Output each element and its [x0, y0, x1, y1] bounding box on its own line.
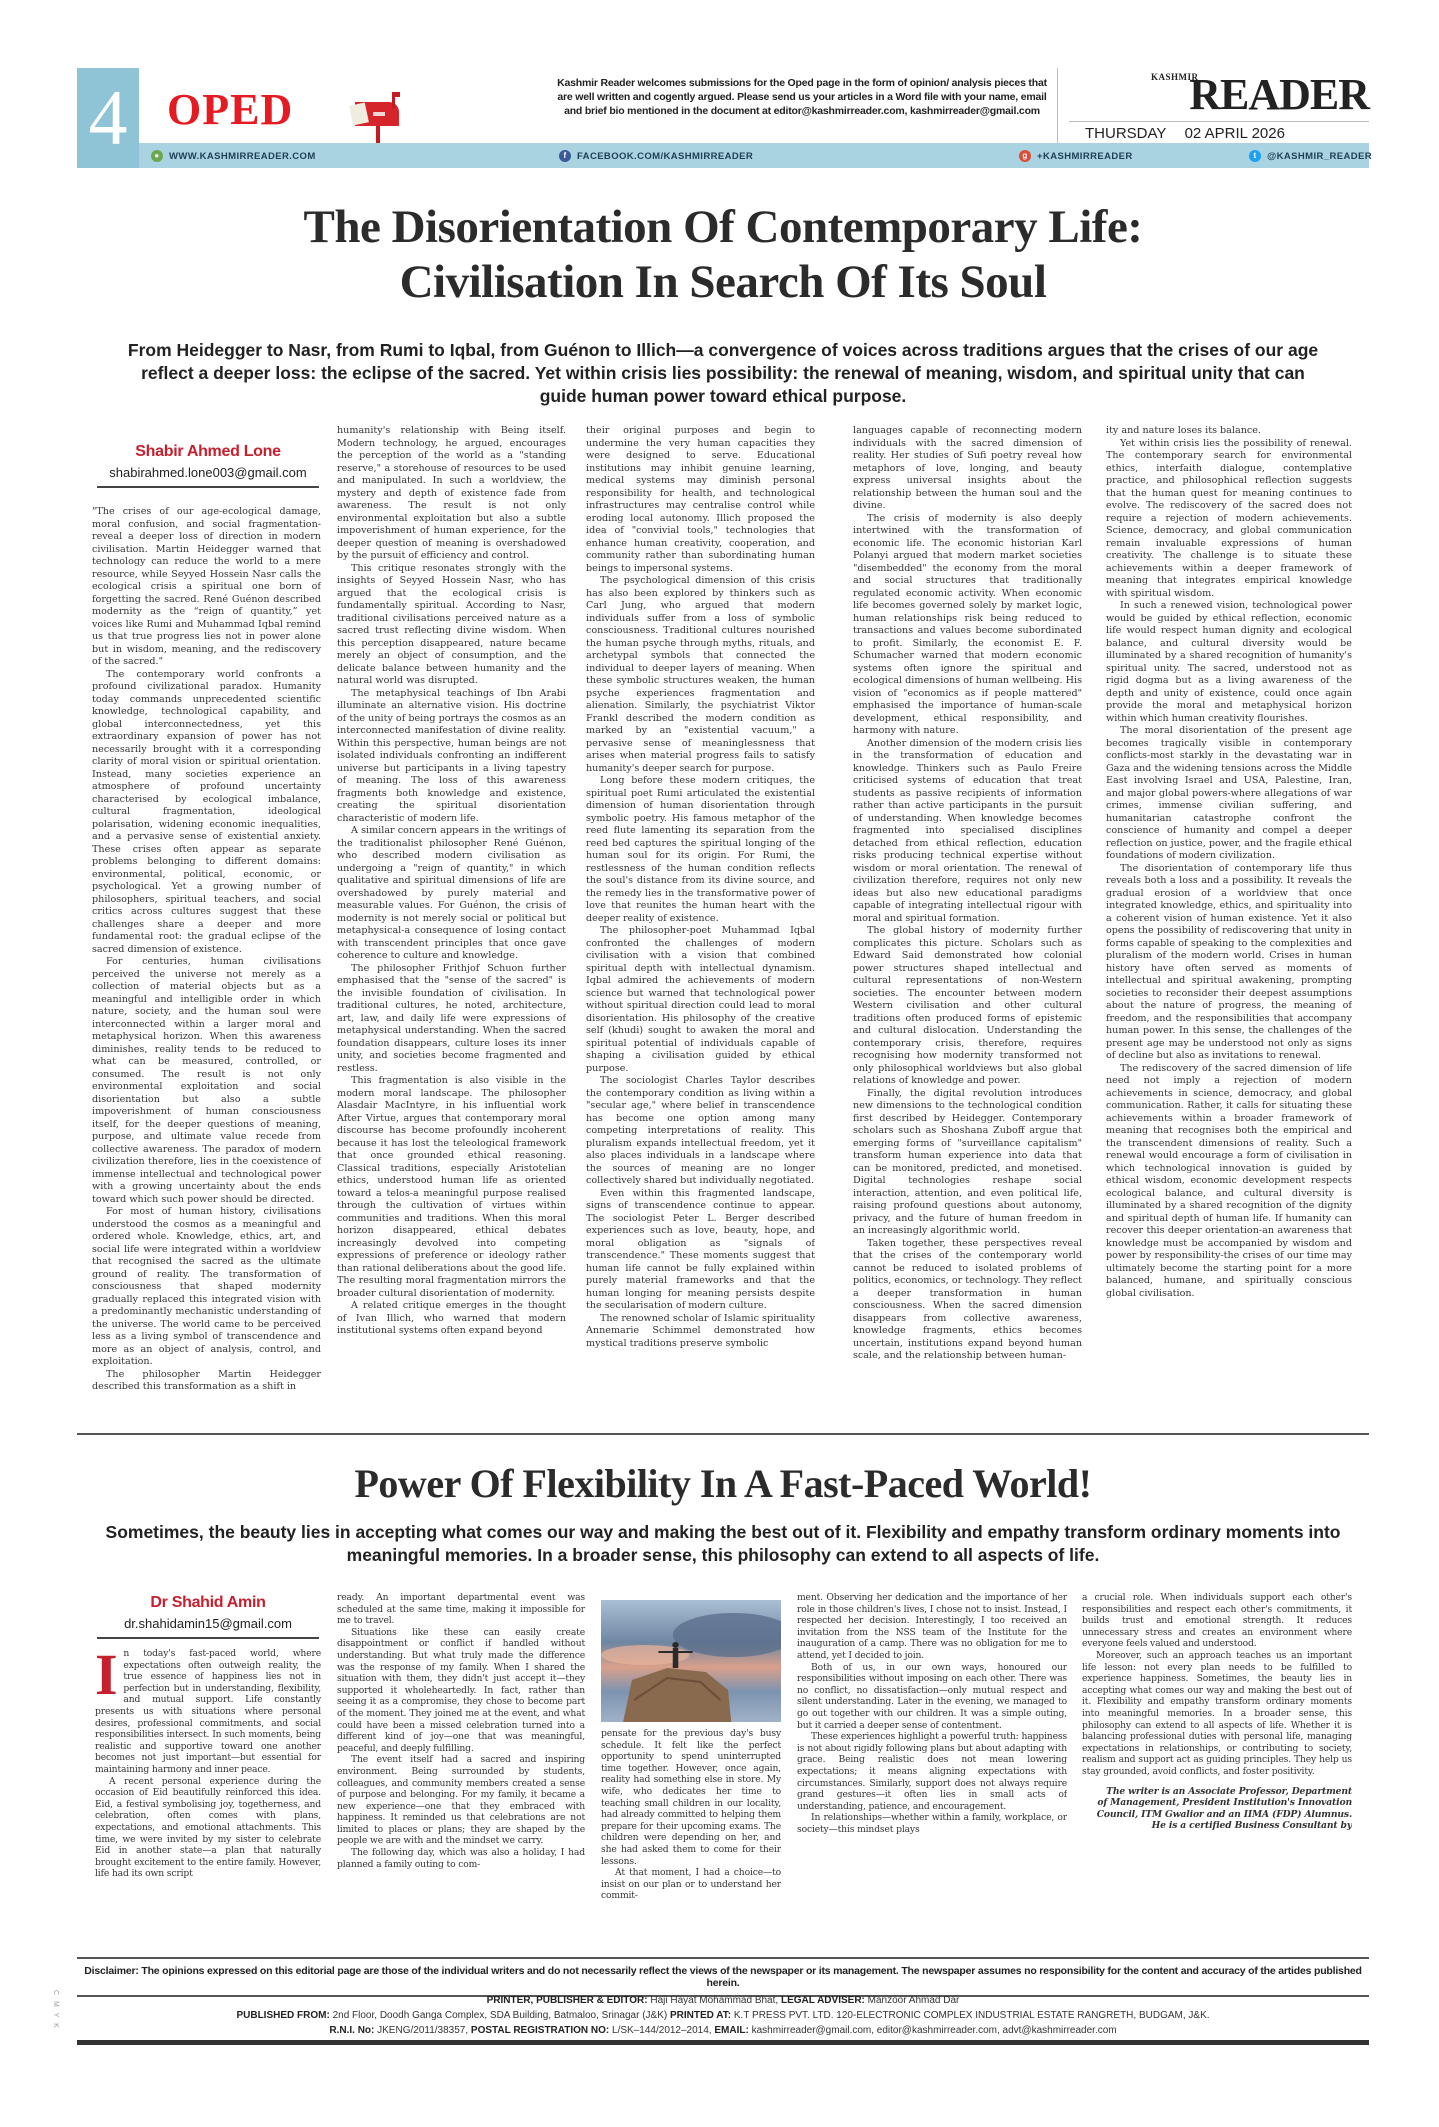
paragraph: Moreover, such an approach teaches us an important life lesson: not every plan needs to be fulfilled to experience happiness. Sometimes, the beauty lies in accepting what comes our way and making the best out of it. Flexibility and empathy transform ordinary moments into meaningful memories. In a broader sense, this philosophy can extend to all aspects of life. Whether it is balancing professional duties with personal life, managing expectations in relationships, or contributing to society, realism and support act as guiding principles. They help us stay grounded, avoid conflicts, and foster positivity.: [1082, 1649, 1352, 1777]
paragraph: For most of human history, civilisations understood the cosmos as a meaningful and ordered whole. Knowledge, ethics, art, and social life were integrated within a worldview that recognised the sacred as the ultimate ground of reality. The transformation of consciousness that shaped modernity gradually replaced this integrated vision with a predominantly mechanistic understanding of the universe. The world came to be perceived less as a living symbol of transcendence and more as an object of analysis, control, and exploitation.: [92, 1206, 321, 1367]
facebook-text: FACEBOOK.COM/KASHMIRREADER: [577, 150, 754, 162]
paragraph: The moral disorientation of the present age becomes tragically visible in contemporary conflicts-most starkly in the devastating war in Gaza and the widening tensions across the Middle East involving Israel and USA, Palestine, Iran, and major global powers-where allegations of war crimes, immense civilian suffering, and humanitarian catastrophe confront the conscience of humanity and compel a deeper reflection on justice, power, and the fragile ethical foundations of modern civilization.: [1106, 725, 1352, 861]
paragraph: Taken together, these perspectives reveal that the crises of the contemporary world cannot be reduced to isolated problems of politics, economics, or technology. They reflect a deeper transformation in human consciousness. When the sacred dimension disappears from collective awareness, knowledge fragments, ethics becomes uncertain, institutions expand beyond human scale, and the relationship between human-: [853, 1237, 1082, 1361]
paragraph: The renowned scholar of Islamic spirituality Annemarie Schimmel demonstrated how mystical traditions preserve symbolic: [586, 1312, 815, 1349]
social-bar: [139, 143, 1372, 168]
article1-column-5: [1106, 425, 1352, 1428]
article1-column-3: [586, 425, 815, 1428]
paragraph: The sociologist Charles Taylor describes the contemporary condition as living within a "secular age," where belief in transcendence has become one option among many competing interpretations of reality. This pluralism expands intellectual freedom, yet it also places individuals in a landscape where the sources of meaning are no longer collectively shared but individually negotiated.: [586, 1075, 815, 1186]
globe-icon: ●: [151, 150, 163, 162]
postal-value: L/SK–144/2012–2014,: [612, 2025, 712, 2036]
twitter-icon: t: [1249, 150, 1261, 162]
rni-label: R.N.I. No:: [329, 2025, 375, 2036]
article2-column-3: [601, 1728, 781, 1950]
paragraph: The event itself had a sacred and inspiring environment. Being surrounded by students, colleagues, and community members created a sense of purpose and belonging. For my family, it became a new experience—one that they embraced with happiness. It reminded us that celebrations are not limited to places or plans; they are shaped by the people we are with and the mindset we carry.: [337, 1754, 585, 1847]
paragraph: The metaphysical teachings of Ibn Arabi illuminate an alternative vision. His doctrine of the unity of being portrays the cosmos as an interconnected manifestation of divine reality. Within this perspective, human beings are not isolated individuals confronting an indifferent universe but participants in a living tapestry of meaning. The loss of this awareness fragments both knowledge and existence, creating the spiritual disorientation characteristic of modern life.: [337, 687, 566, 824]
paragraph: a crucial role. When individuals support each other's responsibilities and respect each other's commitments, it builds trust and emotional strength. It reduces unnecessary stress and creates an environment where everyone feels valued and understood.: [1082, 1592, 1352, 1650]
paragraph: Yet within crisis lies the possibility of renewal. The contemporary search for environmental ethics, interfaith dialogue, contemplative practice, and philosophical reflection suggests that the human quest for meaning continues to evolve. The rediscovery of the sacred does not require a rejection of modern achievements. Science, democracy, and global communication remain invaluable expressions of human creativity. The challenge is to situate these achievements within a deeper framework of meaning that integrates empirical knowledge with spiritual wisdom.: [1106, 437, 1352, 599]
paragraph: Situations like these can easily create disappointment or conflict if handled without understanding. But what truly made the difference was the response of my family. When I shared the situation with them, they didn't just accept it—they supported it wholeheartedly. In fact, rather than seeing it as a compromise, they chose to become part of the moment. They joined me at the event, and what could have been a missed celebration turned into a different kind of joy—one that was meaningful, peaceful, and deeply fulfilling.: [337, 1626, 585, 1754]
paragraph: humanity's relationship with Being itself. Modern technology, he argued, encourages the perception of the world as a "standing reserve," a storehouse of resources to be used and manipulated. In such a worldview, the mystery and depth of existence fade from awareness. The result is not only environmental exploitation but also a subtle impoverishment of human experience, for the deeper question of meaning is overshadowed by the pursuit of efficiency and control.: [337, 425, 566, 561]
twitter-link[interactable]: [1249, 150, 1372, 162]
article1-deck: From Heidegger to Nasr, from Rumi to Iqbal, from Guénon to Illich—a convergence of voices across traditions argues that the crises of our age reflect a deeper loss: the eclipse of the sacred. Yet within crisis lies possibility: the renewal of meaning, wisdom, and spiritual unity that can guide human power toward ethical purpose.: [127, 340, 1319, 406]
paragraph: The contemporary world confronts a profound civilizational paradox. Humanity today commands unprecedented scientific knowledge, technological capability, and global interconnectedness, yet this extraordinary expansion of power has not necessarily brought with it a corresponding clarity of moral vision or spiritual orientation. Instead, many societies experience an atmosphere of profound uncertainty characterised by ecological imbalance, cultural fragmentation, ideological polarisation, widening economic inequalities, and a pervasive sense of existential anxiety. These crises often appear as separate problems belonging to different domains: environmental, political, economic, or psychological. Yet a growing number of philosophers, spiritual teachers, and social critics across cultures suggest that these challenges share a deeper and more fundamental root: the gradual eclipse of the sacred dimension of existence.: [92, 668, 321, 955]
weekday: THURSDAY: [1085, 125, 1167, 142]
article1-headline-line2: Civilisation In Search Of Its Soul: [399, 256, 1047, 308]
paragraph: pensate for the previous day's busy schedule. It felt like the perfect opportunity to spend uninterrupted time together. However, once again, reality had something else in store. My wife, who dedicates her time to teaching small children in our locality, had already committed to helping them prepare for their upcoming exams. The children were depending on her, and she had asked them to come for their lessons.: [601, 1728, 781, 1867]
author-email[interactable]: shabirahmed.lone003@gmail.com: [109, 465, 307, 480]
printed-label: PRINTED AT:: [669, 2010, 732, 2021]
google-plus-icon: g: [1019, 150, 1031, 162]
google-plus-link[interactable]: [1019, 150, 1133, 162]
page-number-box: [77, 68, 139, 168]
masthead: [77, 68, 1372, 168]
paragraph: Long before these modern critiques, the spiritual poet Rumi articulated the existential dimension of human disorientation through symbolic poetry. His famous metaphor of the reed flute lamenting its separation from the reed bed captures the spiritual longing of the human soul for its origin. For Rumi, the restlessness of the human condition reflects the soul's distance from its divine source, and the remedy lies in the transformative power of love that reunites the human heart with the deeper reality of existence.: [586, 775, 815, 924]
legal-value: Manzoor Ahmad Dar: [867, 1995, 960, 2006]
paragraph: This fragmentation is also visible in the modern moral landscape. The philosopher Alasdair MacIntyre, in his influential work After Virtue, argues that contemporary moral discourse has become profoundly incoherent because it has lost the teleological framework that once grounded ethical reasoning. Classical traditions, especially Aristotelian ethics, understood human life as oriented toward a telos-a meaningful purpose realised through the cultivation of virtues within communities and traditions. When this moral horizon disappeared, ethical debates increasingly devolved into competing expressions of preference or ideology rather than rational deliberations about the good life. The resulting moral fragmentation mirrors the broader cultural disorientation of modernity.: [337, 1075, 566, 1299]
author-name: Shabir Ahmed Lone: [135, 443, 281, 460]
paragraph: This critique resonates strongly with the insights of Seyyed Hossein Nasr, who has argued that the ecological crisis is fundamentally spiritual. According to Nasr, traditional civilisations perceived nature as a sacred trust reflecting divine wisdom. When this perception disappeared, nature became merely an object of consumption, and the delicate balance between humanity and the natural world was disrupted.: [337, 562, 566, 686]
paragraph: These experiences highlight a powerful truth: happiness is not about rigidly following plans but about adapting with grace. Being realistic does not mean lowering expectations; it means aligning expectations with circumstances. Similarly, support does not always require grand gestures—it often lies in small acts of understanding, patience, and encouragement.: [797, 1731, 1067, 1812]
article2-byline: [97, 1594, 319, 1639]
author-email[interactable]: dr.shahidamin15@gmail.com: [124, 1616, 292, 1631]
article1-byline: [97, 443, 319, 488]
paragraph: ment. Observing her dedication and the importance of her role in those children's lives, I chose not to insist. Instead, I respected her decision. Interestingly, I too received an invitation from the NSS team of the Institute for the inauguration of a camp. There was no obligation for me to attend, yet I decided to join.: [797, 1592, 1067, 1661]
bottom-rule: [77, 2040, 1369, 2045]
paragraph: A similar concern appears in the writings of the traditionalist philosopher René Guénon, who described modern civilisation as undergoing a "reign of quantity," in which qualitative and spiritual dimensions of life are overshadowed by purely material and measurable values. For Guénon, the crisis of modernity is not merely social or political but metaphysical-a consequence of losing contact with transcendent principles that once gave coherence to culture and knowledge.: [337, 825, 566, 961]
article-photo: [601, 1600, 781, 1722]
paragraph: At that moment, I had a choice—to insist on our plan or to understand her commit-: [601, 1867, 781, 1902]
paragraph: The global history of modernity further complicates this picture. Scholars such as Edward Said demonstrated how colonial power structures shaped intellectual and cultural representations of non-Western societies. The encounter between modern Western civilisation and other cultural traditions often produced forms of epistemic and cultural dislocation. Understanding the contemporary crisis, therefore, requires recognising how modernity transformed not only philosophical worldviews but also global relations of knowledge and power.: [853, 925, 1082, 1086]
paragraph: The philosopher Frithjof Schuon further emphasised that the "sense of the sacred" is the invisible foundation of civilisation. In traditional cultures, he noted, architecture, art, law, and daily life were expressions of metaphysical understanding. When the sacred foundation disappears, culture loses its inner unity, and societies become fragmented and restless.: [337, 962, 566, 1074]
mailbox-icon: [347, 90, 407, 144]
paragraph: their original purposes and begin to undermine the very human capacities they were designed to serve. Educational institutions may inhibit genuine learning, medical systems may diminish personal responsibility for health, and technological infrastructures may centralise control while eroding local autonomy. Illich proposed the idea of "convivial tools," technologies that enhance human creativity, cooperation, and community rather than subordinating human beings to impersonal systems.: [586, 425, 815, 574]
paragraph: ready. An important departmental event was scheduled at the same time, making it impossible for me to travel.: [337, 1592, 585, 1627]
paragraph: The philosopher Martin Heidegger described this transformation as a shift in: [92, 1368, 321, 1392]
paragraph: The philosopher-poet Muhammad Iqbal confronted the challenges of modern civilisation with a vision that combined spiritual depth with intellectual dynamism. Iqbal admired the achievements of modern science but warned that technological power without spiritual direction could lead to moral disorientation. His philosophy of the creative self (khudi) sought to awaken the moral and spiritual potential of individuals capable of shaping a civilisation guided by ethical purpose.: [586, 925, 815, 1074]
paragraph: Even within this fragmented landscape, signs of transcendence continue to appear. The sociologist Peter L. Berger described experiences such as love, beauty, hope, and moral obligation as "signals of transcendence." These moments suggest that human life cannot be fully explained within purely material frameworks and that the human longing for meaning persists despite the secularisation of modern culture.: [586, 1187, 815, 1311]
paragraph: A related critique emerges in the thought of Ivan Illich, who warned that modern institutional systems often expand beyond: [337, 1300, 566, 1336]
article2-deck: Sometimes, the beauty lies in accepting what comes our way and making the best out of it. Flexibility and empathy transform ordinary moments into meaningful memories. In a broader sense, this philosophy can extend to all aspects of life.: [105, 1522, 1341, 1565]
paragraph: Both of us, in our own ways, honoured our responsibilities without imposing on each other. There was no conflict, no dissatisfaction—only mutual respect and silent understanding. Later in the evening, we managed to go out together with our children. It was a simple outing, but it carried a deeper sense of contentment.: [797, 1661, 1067, 1731]
paragraph: A recent personal experience during the occasion of Eid beautifully reinforced this idea. Eid, a festival symbolising joy, togetherness, and celebration, often comes with plans, expectations, and emotional attachments. This time, we were invited by my sister to celebrate Eid in another state—a plan that naturally brought excitement to the entire family. However, life had its own script: [95, 1775, 321, 1880]
imprint-line-2: [77, 2008, 1369, 2023]
website-link[interactable]: [151, 150, 316, 162]
article1-headline-line1: The Disorientation Of Contemporary Life:: [303, 201, 1143, 253]
author-name: Dr Shahid Amin: [150, 1594, 266, 1611]
paragraph: The psychological dimension of this crisis has also been explored by thinkers such as Carl Jung, who argued that modern individuals suffer from a loss of symbolic consciousness. Traditional cultures nourished the human psyche through myths, rituals, and archetypal symbols that connected the individual to deeper layers of meaning. When these symbolic structures weaken, the human psyche experiences fragmentation and alienation. Similarly, the psychiatrist Viktor Frankl described the modern condition as marked by an "existential vacuum," a pervasive sense of meaninglessness that arises when material progress fails to satisfy humanity's deeper search for purpose.: [586, 575, 815, 774]
article2-headline: Power Of Flexibility In A Fast-Paced World!: [354, 1461, 1092, 1506]
paragraph: The disorientation of contemporary life thus reveals both a loss and a possibility. It reveals the gradual erosion of a worldview that once integrated knowledge, ethics, and spirituality into a coherent vision of human existence. Yet it also opens the possibility of rediscovering that unity in forms capable of speaking to the complexities and pluralism of the modern world. Crises in human history have often served as moments of intellectual and spiritual awakening, prompting societies to reconsider their deepest assumptions about the nature of progress, the meaning of freedom, and the responsibilities that accompany human power. In this sense, the challenges of the present age may be understood not only as signs of decline but also as invitations to renewal.: [1106, 862, 1352, 1061]
byline-rule: [97, 1637, 319, 1639]
rni-value: JKENG/2011/38357,: [377, 2025, 469, 2036]
facebook-link[interactable]: [559, 150, 753, 162]
article1-headline: [77, 200, 1369, 310]
issue-date: 02 APRIL 2026: [1184, 125, 1285, 142]
submission-note: Kashmir Reader welcomes submissions for the Oped page in the form of opinion/ analysis pieces that are well written and cogently argued. Please send us your articles in a Word file with your name, email and brief bio mentioned in the document at editor@kashmirreader.com, kashmirreader@gmail.com: [557, 77, 1047, 117]
article1-column-4: [853, 425, 1082, 1428]
paragraph: Finally, the digital revolution introduces new dimensions to the technological condition first described by Heidegger. Contemporary scholars such as Shoshana Zuboff argue that emerging forms of "surveillance capitalism" transform human experience into data that can be monitored, predicted, and monetised. Digital technologies reshape social interaction, attention, and even political life, raising profound questions about autonomy, privacy, and the future of human freedom in an increasingly algorithmic world.: [853, 1087, 1082, 1236]
paragraph: The following day, which was also a holiday, I had planned a family outing to com-: [337, 1847, 585, 1870]
disclaimer: Disclaimer: The opinions expressed on this editorial page are those of the individual writers and do not necessarily reflect the views of the newspaper or its management. The newspaper assumes no responsibility for the content and accuracy of the artides published herein.: [77, 1957, 1369, 1997]
author-note: The writer is an Associate Professor, Department of Management, President Institution's Innovation Council, ITM Gwalior and an IIMA (FDP) Alumnus. He is a certified Business Consultant by: [1096, 1785, 1352, 1832]
email-label: EMAIL:: [714, 2025, 749, 2036]
paragraph: languages capable of reconnecting modern individuals with the sacred dimension of reality. Her studies of Sufi poetry reveal how metaphors of love, longing, and beauty express universal insights about the relationship between the human soul and the divine.: [853, 425, 1082, 511]
page-number: 4: [88, 74, 128, 161]
masthead-divider: [1057, 68, 1058, 143]
article1-column-1: [92, 506, 321, 1428]
article2-column-5: [1082, 1592, 1352, 1950]
google-plus-text: +KASHMIRREADER: [1037, 150, 1133, 162]
brand-large: READER: [1189, 70, 1369, 119]
printer-value: Haji Hayat Mohammad Bhat,: [650, 1995, 779, 2006]
section-label: OPED: [167, 85, 294, 134]
paragraph: "The crises of our age-ecological damage, moral confusion, and social fragmentation-reveal a deeper loss of direction in modern civilisation. Martin Heidegger warned that technology can reduce the world to a mere resource, while Seyyed Hossein Nasr calls the ecological crisis a spiritual one born of forgetting the sacred. René Guénon described modernity as the “reign of quantity,” yet voices like Rumi and Muhammad Iqbal remind us that true progress lies not in power alone but in wisdom, meaning, and the rediscovery of the sacred.": [92, 506, 321, 667]
imprint: [77, 1993, 1369, 2038]
paragraph: The crisis of modernity is also deeply intertwined with the transformation of economic life. The economic historian Karl Polanyi argued that modern market societies "disembedded" the economy from the moral and social structures that traditionally regulated economic activity. When economic life becomes governed solely by market logic, human relationships risk being reduced to transactions and values become subordinated to profit. Similarly, the economist E. F. Schumacher warned that modern economic systems often ignore the spiritual and ecological dimensions of human wellbeing. His vision of "economics as if people mattered" emphasised the importance of human-scale development, ethical responsibility, and harmony with nature.: [853, 512, 1082, 736]
paragraph: ity and nature loses its balance.: [1106, 425, 1261, 436]
article2-column-4: [797, 1592, 1067, 1950]
published-value: 2nd Floor, Doodh Ganga Complex, SDA Building, Batmaloo, Srinagar (J&K): [332, 2010, 668, 2021]
date-row: [1069, 121, 1369, 143]
paragraph: In such a renewed vision, technological power would be guided by ethical reflection, economic life would respect human dignity and ecological balance, and cultural diversity would be illuminated by a shared recognition of humanity's spiritual unity. The sacred, understood not as rigid dogma but as a living awareness of the depth and unity of existence, could once again provide the moral and metaphysical horizon within which human creativity flourishes.: [1106, 600, 1352, 724]
brand-logo: [1089, 70, 1369, 122]
article1-column-2: [337, 425, 566, 1428]
paragraph: [95, 1648, 321, 1776]
paragraph: Another dimension of the modern crisis lies in the transformation of education and knowledge. Thinkers such as Paulo Freire criticised systems of education that treat students as passive recipients of information rather than active participants in the pursuit of understanding. When knowledge becomes fragmented into specialised disciplines detached from ethical reflection, education risks producing technical expertise without wisdom or moral orientation. The renewal of civilization therefore, requires not only new ideas but also new educational paradigms capable of integrating intellectual rigour with moral and spiritual formation.: [853, 737, 1082, 924]
postal-label: POSTAL REGISTRATION NO:: [470, 2025, 610, 2036]
legal-label: LEGAL ADVISER:: [780, 1995, 865, 2006]
facebook-icon: f: [559, 150, 571, 162]
website-text: WWW.KASHMIRREADER.COM: [169, 150, 316, 162]
cmyk-marker: C M Y K: [52, 1990, 59, 2030]
drop-cap: I: [95, 1648, 118, 1707]
paragraph: For centuries, human civilisations perceived the universe not merely as a collection of material objects but as a meaningful and intelligible order in which nature, society, and the human soul were interconnected within a larger moral and metaphysical horizon. When this awareness diminishes, reality tends to be reduced to what can be measured, controlled, or consumed. The result is not only environmental exploitation and social disorientation but also a subtle impoverishment of human consciousness itself, for the deeper questions of meaning, purpose, and ultimate value recede from collective awareness. The paradox of modern civilization therefore, lies in the coexistence of immense intellectual and technological power with a growing uncertainty about the ends toward which such power should be directed.: [92, 956, 321, 1205]
published-label: PUBLISHED FROM:: [236, 2010, 330, 2021]
brand-small: KASHMIR: [1151, 72, 1199, 82]
paragraph-text: n today's fast-paced world, where expectations often outweigh reality, the true essence of happiness lies not in perfection but in understanding, flexibility, and mutual support. Life constantly presents us with situations where personal desires, professional commitments, and social responsibilities intersect. In such moments, being realistic and supportive toward one another becomes not just important—but essential for maintaining harmony and inner peace.: [95, 1648, 321, 1775]
twitter-text: @KASHMIR_READER: [1267, 150, 1372, 162]
article2-column-2: [337, 1592, 585, 1950]
section-divider: [77, 1433, 1369, 1435]
paragraph: The rediscovery of the sacred dimension of life need not imply a rejection of modern achievements in science, democracy, and global communication. Rather, it calls for situating these achievements within a broader framework of meaning that recognises both the empirical and the transcendent dimensions of reality. Such a renewal would encourage a form of civilisation in which technological innovation is guided by ethical wisdom, economic development respects ecological balance, and cultural diversity is illuminated by a shared recognition of the dignity and spiritual depth of human life. If humanity can recover this deeper orientation-an awareness that knowledge must be accompanied by wisdom and power by responsibility-the crises of our time may ultimately become the starting point for a more balanced, humane, and spiritually conscious global civilisation.: [1106, 1062, 1352, 1299]
byline-rule: [97, 486, 319, 488]
paragraph: In relationships—whether within a family, workplace, or society—this mindset plays: [797, 1812, 1067, 1835]
printed-value: K.T PRESS PVT. LTD. 120-ELECTRONIC COMPLEX INDUSTRIAL ESTATE RANGRETH, BUDGAM, J&K.: [733, 2010, 1210, 2021]
imprint-line-1: [77, 1993, 1369, 2008]
imprint-line-3: [77, 2023, 1369, 2038]
printer-label: PRINTER, PUBLISHER & EDITOR:: [486, 1995, 648, 2006]
email-value[interactable]: kashmirreader@gmail.com, editor@kashmirreader.com, advt@kashmirreader.com: [751, 2025, 1117, 2036]
article2-column-1: [95, 1648, 321, 1948]
